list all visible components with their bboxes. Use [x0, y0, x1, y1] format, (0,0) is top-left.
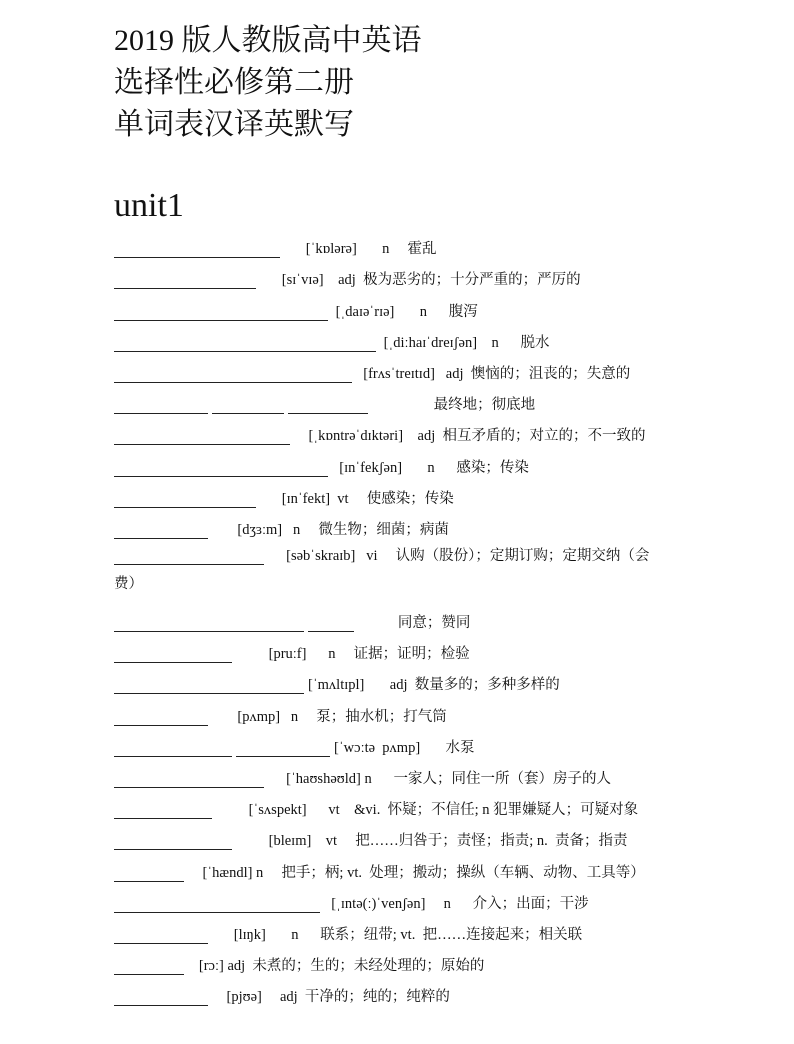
vocab-hint: [ˈkɒlərə] n 霍乱: [284, 241, 437, 258]
answer-blank[interactable]: [114, 506, 256, 508]
unit-heading: unit1: [114, 187, 184, 224]
answer-blank[interactable]: [114, 724, 208, 726]
title-line-3: 单词表汉译英默写: [114, 108, 354, 141]
vocab-hint: [pʌmp] n 泵；抽水机；打气筒: [212, 708, 447, 725]
vocab-row: [114, 760, 694, 791]
vocab-hint: [ɪnˈfekt] vt 使感染；传染: [260, 490, 454, 507]
title-block: [114, 20, 422, 146]
answer-blank[interactable]: [114, 911, 320, 913]
vocab-row: [114, 542, 694, 568]
title-line-2: 选择性必修第二册: [114, 66, 354, 99]
vocab-hint: [səbˈskraɪb] vi 认购（股份）；定期订购；定期交纳（会: [268, 547, 650, 564]
vocab-hint: [bleɪm] vt 把……归咎于；责怪；指责; n. 责备；指责: [236, 833, 628, 850]
vocab-row: [114, 947, 694, 978]
answer-blank[interactable]: [288, 412, 368, 414]
answer-blank[interactable]: [114, 443, 290, 445]
vocab-hint: [ˈhaʊshəʊld] n 一家人；同住一所（套）房子的人: [268, 771, 611, 787]
vocab-row: [114, 729, 694, 760]
vocab-row: [114, 697, 694, 728]
answer-blank[interactable]: [114, 630, 304, 632]
answer-blank[interactable]: [114, 287, 256, 289]
answer-blank[interactable]: [114, 319, 328, 321]
vocab-row: [114, 386, 694, 417]
vocab-row: [114, 417, 694, 448]
vocab-row: [114, 511, 694, 542]
vocab-hint: [ˌdiːhaɪˈdreɪʃən] n 脱水: [380, 334, 550, 351]
vocab-hint: [ˈhændl] n 把手；柄; vt. 处理；搬动；操纵（车辆、动物、工具等）: [188, 864, 645, 881]
vocab-row: [114, 635, 694, 666]
title-line-1: 2019 版人教版高中英语: [114, 24, 422, 57]
answer-blank[interactable]: [114, 692, 304, 694]
vocab-hint: [ˌkɒntrəˈdɪktəri] adj 相互矛盾的；对立的；不一致的: [294, 428, 646, 445]
vocab-row: [114, 355, 694, 386]
answer-blank[interactable]: [114, 537, 208, 539]
vocab-hint: [ˌɪntə(ː)ˈvenʃən] n 介入；出面；干涉: [324, 895, 589, 912]
vocab-row: [114, 230, 694, 261]
answer-blank[interactable]: [114, 755, 232, 757]
answer-blank[interactable]: [114, 942, 208, 944]
vocab-row: [114, 324, 694, 355]
answer-blank[interactable]: [114, 350, 376, 352]
answer-blank[interactable]: [114, 563, 264, 565]
answer-blank[interactable]: [114, 256, 280, 258]
vocab-hint: [rɔː] adj 未煮的；生的；未经处理的；原始的: [188, 958, 485, 975]
vocab-list: [114, 230, 694, 1009]
vocab-row: [114, 292, 694, 323]
vocab-row: [114, 604, 694, 635]
vocab-hint: [ˈsʌspekt] vt &vi. 怀疑；不信任; n 犯罪嫌疑人；可疑对象: [216, 802, 639, 819]
answer-blank[interactable]: [114, 848, 232, 850]
vocab-hint: [sɪˈvɪə] adj 极为恶劣的；十分严重的；严厉的: [260, 272, 581, 289]
vocab-hint: [dʒɜːm] n 微生物；细菌；病菌: [212, 521, 449, 538]
answer-blank[interactable]: [114, 817, 212, 819]
answer-blank[interactable]: [212, 412, 284, 414]
answer-blank[interactable]: [236, 755, 330, 757]
vocab-row: [114, 978, 694, 1009]
vocab-hint: 最终地；彻底地: [372, 397, 536, 414]
vocab-row: [114, 885, 694, 916]
vocab-hint: [pruːf] n 证据；证明；检验: [236, 646, 470, 663]
vocab-row-continuation: [114, 568, 694, 604]
answer-blank[interactable]: [114, 381, 352, 383]
answer-blank[interactable]: [114, 475, 328, 477]
vocab-hint: [ˈwɔːtə pʌmp] 水泵: [334, 739, 475, 756]
vocab-hint: [frʌsˈtreɪtɪd] adj 懊恼的；沮丧的；失意的: [356, 365, 631, 382]
vocab-row: [114, 666, 694, 697]
answer-blank[interactable]: [114, 661, 232, 663]
vocab-hint: [lɪŋk] n 联系；纽带; vt. 把……连接起来；相关联: [212, 926, 583, 943]
vocab-hint: [ˌdaɪəˈrɪə] n 腹泻: [332, 303, 478, 320]
answer-blank[interactable]: [114, 973, 184, 975]
answer-blank[interactable]: [114, 786, 264, 788]
vocab-row: [114, 480, 694, 511]
vocab-hint: [ˈmʌltɪpl] adj 数量多的；多种多样的: [308, 677, 560, 694]
vocab-hint: 费）: [114, 575, 143, 592]
answer-blank[interactable]: [114, 880, 184, 882]
answer-blank[interactable]: [114, 1004, 208, 1006]
vocab-row: [114, 916, 694, 947]
vocab-hint: [ɪnˈfekʃən] n 感染；传染: [332, 459, 529, 476]
vocab-hint: 同意；赞同: [358, 615, 471, 632]
vocab-row: [114, 853, 694, 884]
vocab-row: [114, 822, 694, 853]
vocab-row: [114, 448, 694, 479]
vocab-row: [114, 261, 694, 292]
vocab-row: [114, 791, 694, 822]
vocab-hint: [pjʊə] adj 干净的；纯的；纯粹的: [212, 989, 450, 1006]
answer-blank[interactable]: [308, 630, 354, 632]
answer-blank[interactable]: [114, 412, 208, 414]
